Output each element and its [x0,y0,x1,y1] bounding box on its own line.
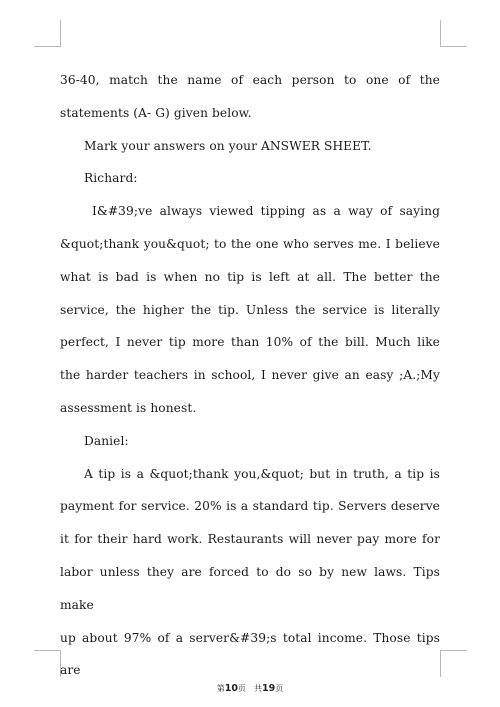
text-line: up about 97% of a server&#39;s total income. Those tips are [60,630,440,678]
text-line: it for their hard work. Restaurants will never pay more for [60,532,440,547]
text-line: assessment is honest. [60,400,197,415]
text-line: what is bad is when no tip is left at all. The better the [60,269,440,284]
total-suffix: 页 [275,684,284,693]
crop-mark-top-right [440,20,467,47]
crop-mark-top-left [34,20,61,47]
text-line: &quot;thank you&quot; to the one who serves me. I believe [60,236,440,251]
speaker-heading-richard: Richard: [84,171,138,186]
page-number: 10 [224,683,238,694]
text-line: the harder teachers in school, I never give an easy ;A.;My [60,368,440,383]
text-line: service, the higher the tip. Unless the service is literally [60,302,440,317]
text-line: labor unless they are forced to do so by new laws. Tips make [60,564,440,612]
text-line: 36-40, match the name of each person to one of the [60,73,440,87]
page-footer [0,683,500,694]
speaker-heading-daniel: Daniel: [84,433,129,448]
page-prefix: 第 [216,684,225,693]
instruction-line: Mark your answers on your ANSWER SHEET. [84,138,372,153]
document-body [60,64,440,687]
crop-mark-bottom-left [34,650,61,677]
text-line: perfect, I never tip more than 10% of the bill. Much like [60,335,440,350]
total-prefix: 共 [254,684,262,693]
text-line: I&#39;ve always viewed tipping as a way of saying [92,204,440,219]
text-line: payment for service. 20% is a standard tip. Servers deserve [60,499,440,514]
text-line: statements (A- G) given below. [60,105,252,120]
crop-mark-bottom-right [440,650,467,677]
page-suffix: 页 [238,684,246,693]
page-total: 19 [262,683,276,694]
text-line: A tip is a &quot;thank you,&quot; but in truth, a tip is [84,466,440,481]
